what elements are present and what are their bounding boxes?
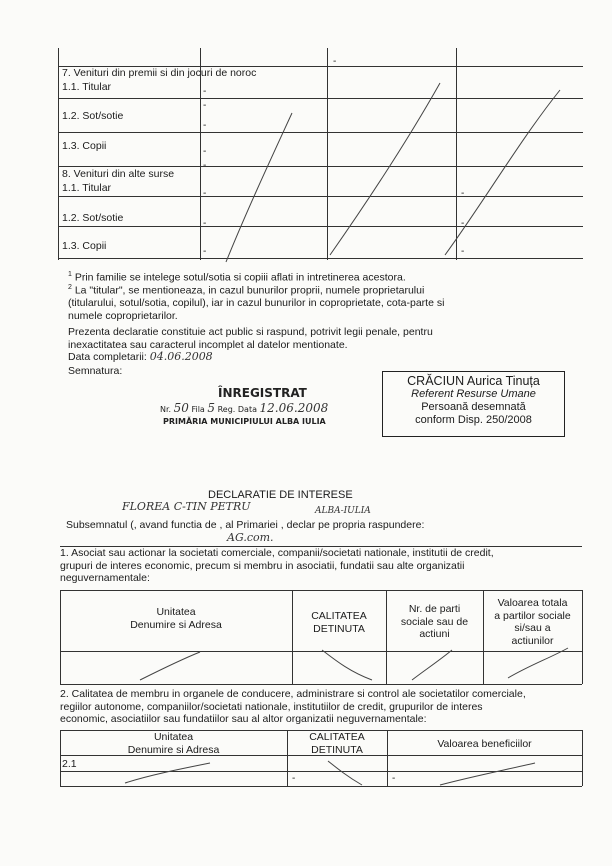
officer-name: CRĂCIUN Aurica Tinuța bbox=[407, 374, 540, 388]
empty-cell-dash: - bbox=[203, 218, 207, 229]
strike-line bbox=[330, 83, 440, 255]
public-act-statement: Prezenta declaratie constituie act public si raspund, potrivit legii penale, pentru inexactitatea sau caracterul incomplet al datelor mentionate. bbox=[68, 326, 433, 351]
strike-line bbox=[328, 761, 362, 785]
section-1-heading: 1. Asociat sau actionar la societati comerciale, companii/societati nationale, institutii de credit, grupuri de interes economic, precum si membru in asociatii, fundatii sau alte organizatii neguvernamentale: bbox=[60, 547, 494, 584]
empty-cell-dash: - bbox=[203, 120, 207, 131]
table-2-row-label: 2.1 bbox=[62, 758, 77, 770]
handwritten-function: AG.com. bbox=[227, 531, 274, 544]
empty-cell-dash: - bbox=[292, 773, 296, 784]
table-1-col2-header: CALITATEA DETINUTA bbox=[311, 610, 367, 635]
section-8-row-titular: 1.1. Titular bbox=[62, 182, 112, 194]
table-2-col3-header: Valoarea beneficiilor bbox=[437, 738, 532, 750]
empty-cell-dash: - bbox=[333, 56, 337, 67]
completion-date: Data completarii: 04.06.2008 bbox=[68, 350, 213, 363]
table-1-col1-header: Unitatea Denumire si Adresa bbox=[130, 606, 222, 631]
stamp-institution: PRIMĂRIA MUNICIPIULUI ALBA IULIA bbox=[163, 417, 326, 426]
empty-cell-dash: - bbox=[203, 86, 207, 97]
officer-designation: Persoană desemnată bbox=[421, 401, 526, 413]
strike-line bbox=[226, 113, 292, 262]
stamp-title: ÎNREGISTRAT bbox=[218, 386, 307, 400]
section-8-row-sot: 1.2. Sot/sotie bbox=[62, 212, 124, 224]
strike-through-marks bbox=[0, 0, 612, 270]
officer-order: conform Disp. 250/2008 bbox=[415, 414, 532, 426]
section-7-row-copii: 1.3. Copii bbox=[62, 140, 107, 152]
table-1-col4-header: Valoarea totala a partilor sociale si/sau a actiunilor bbox=[494, 597, 571, 647]
table-2-col2-header: CALITATEA DETINUTA bbox=[309, 731, 365, 756]
strike-line bbox=[508, 648, 568, 678]
empty-cell-dash: - bbox=[203, 246, 207, 257]
footnote-2: $^2$ La "titular", se mentioneaza, in cazul bunurilor proprii, numele proprietarului (titularului, sotul/sotia, copilul), iar in cazul bunurilor in coproprietate, cota-parte si numele coproprietarilor. bbox=[68, 284, 445, 322]
strike-line bbox=[125, 763, 210, 783]
empty-cell-dash: - bbox=[461, 188, 465, 199]
signature-label: Semnatura: bbox=[68, 365, 123, 377]
empty-cell-dash: - bbox=[461, 218, 465, 229]
footnote-1: $^1$ Prin familie se intelege sotul/sotia si copiii aflati in intretinerea acestora. bbox=[68, 271, 406, 284]
section-8-title: 8. Venituri din alte surse bbox=[62, 168, 175, 180]
empty-cell-dash: - bbox=[203, 160, 207, 171]
section-7-title: 7. Venituri din premii si din jocuri de noroc bbox=[62, 67, 257, 79]
stamp-numbers: Nr. 50 Fila 5 Reg. Data 12.06.2008 bbox=[160, 401, 329, 415]
section-7-row-titular: 1.1. Titular bbox=[62, 81, 112, 93]
hr-certification-box bbox=[382, 371, 565, 437]
table-1-col3-header: Nr. de parti sociale sau de actiuni bbox=[400, 603, 469, 640]
section-7-row-sot: 1.2. Sot/sotie bbox=[62, 110, 124, 122]
officer-role: Referent Resurse Umane bbox=[411, 388, 536, 400]
empty-cell-dash: - bbox=[203, 100, 207, 111]
table-2-strike-marks bbox=[0, 755, 612, 791]
strike-line bbox=[440, 763, 535, 785]
table-1-top bbox=[60, 590, 582, 591]
strike-line bbox=[322, 650, 372, 680]
completion-date-value: 04.06.2008 bbox=[149, 350, 213, 363]
empty-cell-dash: - bbox=[461, 246, 465, 257]
empty-cell-dash: - bbox=[203, 188, 207, 199]
strike-line bbox=[140, 652, 200, 680]
section-2-heading: 2. Calitatea de membru in organele de conducere, administrare si control ale societatilor comerciale, regiilor autonome, companiilor/societati nationale, institutiilor de credit, grupurilor de interes economic, asociatiilor sau fundatiilor sau al altor organizatii neguvernamentale: bbox=[60, 688, 526, 725]
table-2-col1-header: Unitatea Denumire si Adresa bbox=[127, 731, 220, 756]
handwritten-city: ALBA-IULIA bbox=[315, 506, 371, 516]
empty-cell-dash: - bbox=[203, 146, 207, 157]
declaration-title: DECLARATIE DE INTERESE bbox=[208, 489, 353, 501]
table-1-strike-marks bbox=[0, 640, 612, 690]
strike-line bbox=[445, 90, 560, 255]
handwritten-name: FLOREA C-TIN PETRU bbox=[122, 500, 251, 513]
empty-cell-dash: - bbox=[392, 773, 396, 784]
strike-line bbox=[412, 650, 452, 680]
subsemnatul-line: Subsemnatul (, avand functia de , al Primariei , declar pe propria raspundere: bbox=[66, 519, 425, 531]
section-8-row-copii: 1.3. Copii bbox=[62, 240, 107, 252]
